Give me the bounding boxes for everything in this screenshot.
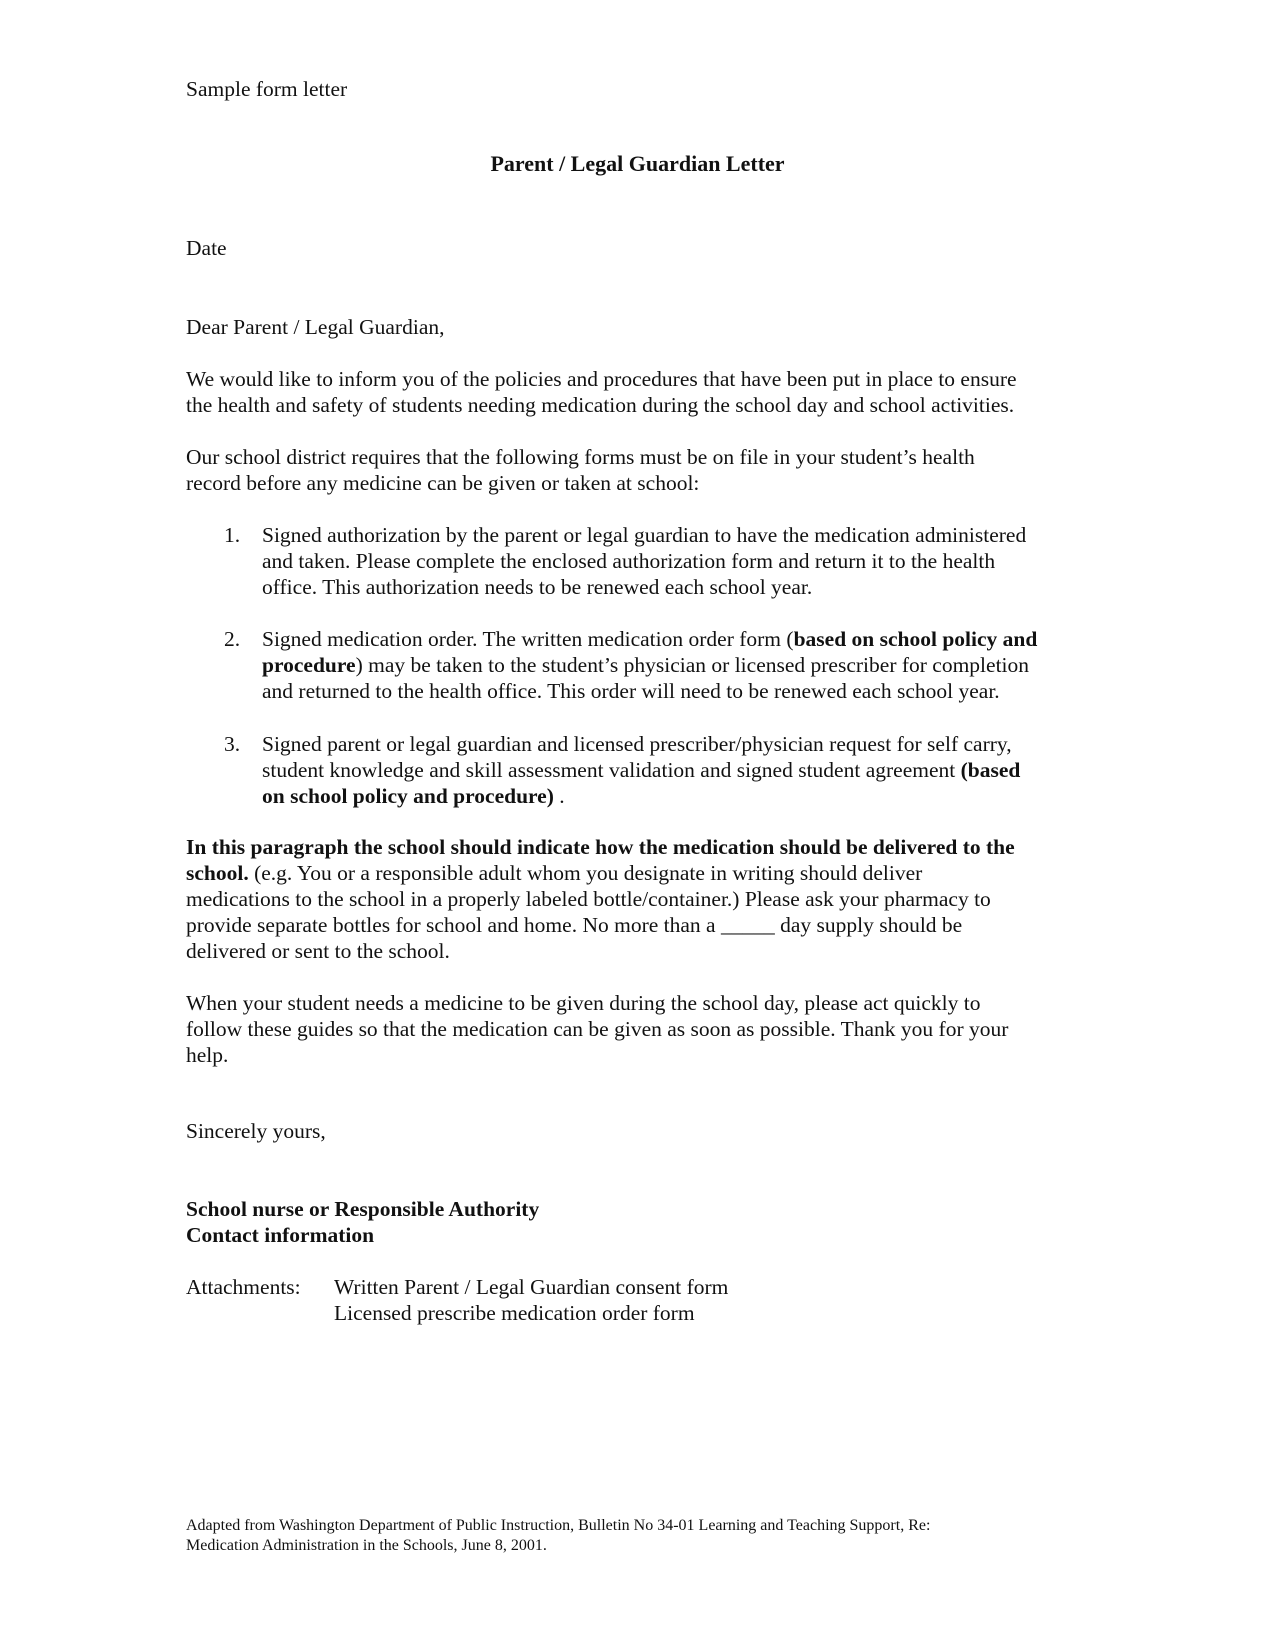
list-item-body bbox=[262, 626, 1122, 704]
list-item-line bbox=[262, 783, 1122, 809]
date-label: Date bbox=[186, 236, 227, 260]
list-item-emphasis: based on school policy and bbox=[793, 627, 1038, 651]
list-item-line bbox=[262, 626, 1122, 652]
signature-block bbox=[186, 1196, 539, 1248]
delivery-emphasis: In this paragraph the school should indicate how the medication should be delivered to the bbox=[186, 835, 1015, 859]
footer-line-2: Medication Administration in the Schools, June 8, 2001. bbox=[186, 1537, 547, 1554]
salutation: Dear Parent / Legal Guardian, bbox=[186, 315, 445, 339]
attachment-item: Written Parent / Legal Guardian consent form bbox=[334, 1275, 729, 1299]
closing-line-2: follow these guides so that the medication can be given as soon as possible. Thank you for your bbox=[186, 1017, 1009, 1041]
signature-line-2: Contact information bbox=[186, 1223, 375, 1247]
list-number: 2. bbox=[224, 627, 241, 651]
requirements-paragraph bbox=[186, 444, 1086, 496]
closing-line-3: help. bbox=[186, 1043, 229, 1067]
page-title: Parent / Legal Guardian Letter bbox=[490, 151, 785, 176]
delivery-line-3: medications to the school in a properly labeled bottle/container.) Please ask your pharmacy to bbox=[186, 887, 991, 911]
delivery-line-4: provide separate bottles for school and home. No more than a _____ day supply should be bbox=[186, 913, 963, 937]
delivery-line-5: delivered or sent to the school. bbox=[186, 939, 450, 963]
delivery-line-1 bbox=[186, 834, 1086, 860]
list-item-text: student knowledge and skill assessment validation and signed student agreement bbox=[262, 758, 961, 782]
footer-line-1: Adapted from Washington Department of Public Instruction, Bulletin No 34-01 Learning and Teaching Support, Re: bbox=[186, 1517, 931, 1534]
list-item-text: Signed medication order. The written medication order form ( bbox=[262, 627, 794, 651]
footer-citation bbox=[186, 1516, 1086, 1556]
list-number: 3. bbox=[224, 732, 241, 756]
list-item-line: Signed parent or legal guardian and licensed prescriber/physician request for self carry, bbox=[262, 732, 1012, 756]
closing-paragraph bbox=[186, 990, 1086, 1068]
list-item-line: office. This authorization needs to be renewed each school year. bbox=[262, 575, 813, 599]
list-item-body bbox=[262, 522, 1122, 600]
list-item-line bbox=[262, 652, 1122, 678]
list-item-text: ) may be taken to the student’s physician or licensed prescriber for completion bbox=[355, 653, 1030, 677]
attachments-label: Attachments: bbox=[186, 1275, 301, 1299]
closing-line-1: When your student needs a medicine to be given during the school day, please act quickly to bbox=[186, 991, 981, 1015]
list-item-text: . bbox=[553, 784, 565, 808]
attachment-item: Licensed prescribe medication order form bbox=[334, 1301, 695, 1325]
intro-paragraph bbox=[186, 366, 1086, 418]
delivery-line-2 bbox=[186, 860, 1086, 886]
list-item-line: and taken. Please complete the enclosed authorization form and return it to the health bbox=[262, 549, 996, 573]
header-label: Sample form letter bbox=[186, 77, 348, 101]
list-item-line: Signed authorization by the parent or legal guardian to have the medication administered bbox=[262, 523, 1027, 547]
delivery-emphasis: school. bbox=[186, 861, 249, 885]
intro-line-1: We would like to inform you of the policies and procedures that have been put in place to ensure bbox=[186, 367, 1017, 391]
list-item-line bbox=[262, 757, 1122, 783]
list-number: 1. bbox=[224, 523, 241, 547]
requirements-line-1: Our school district requires that the following forms must be on file in your student’s health bbox=[186, 445, 975, 469]
signature-line-1: School nurse or Responsible Authority bbox=[186, 1197, 540, 1221]
delivery-text: (e.g. You or a responsible adult whom you designate in writing should deliver bbox=[248, 861, 923, 885]
list-item-line: and returned to the health office. This order will need to be renewed each school year. bbox=[262, 679, 1000, 703]
list-item-emphasis: procedure bbox=[262, 653, 356, 677]
attachments-list bbox=[334, 1274, 728, 1326]
intro-line-2: the health and safety of students needing medication during the school day and school activities. bbox=[186, 393, 1015, 417]
list-item-emphasis: on school policy and procedure) bbox=[262, 784, 554, 808]
list-item-emphasis: (based bbox=[960, 758, 1021, 782]
sign-off: Sincerely yours, bbox=[186, 1119, 326, 1143]
delivery-paragraph bbox=[186, 834, 1086, 964]
requirements-line-2: record before any medicine can be given or taken at school: bbox=[186, 471, 700, 495]
list-item-body bbox=[262, 731, 1122, 809]
